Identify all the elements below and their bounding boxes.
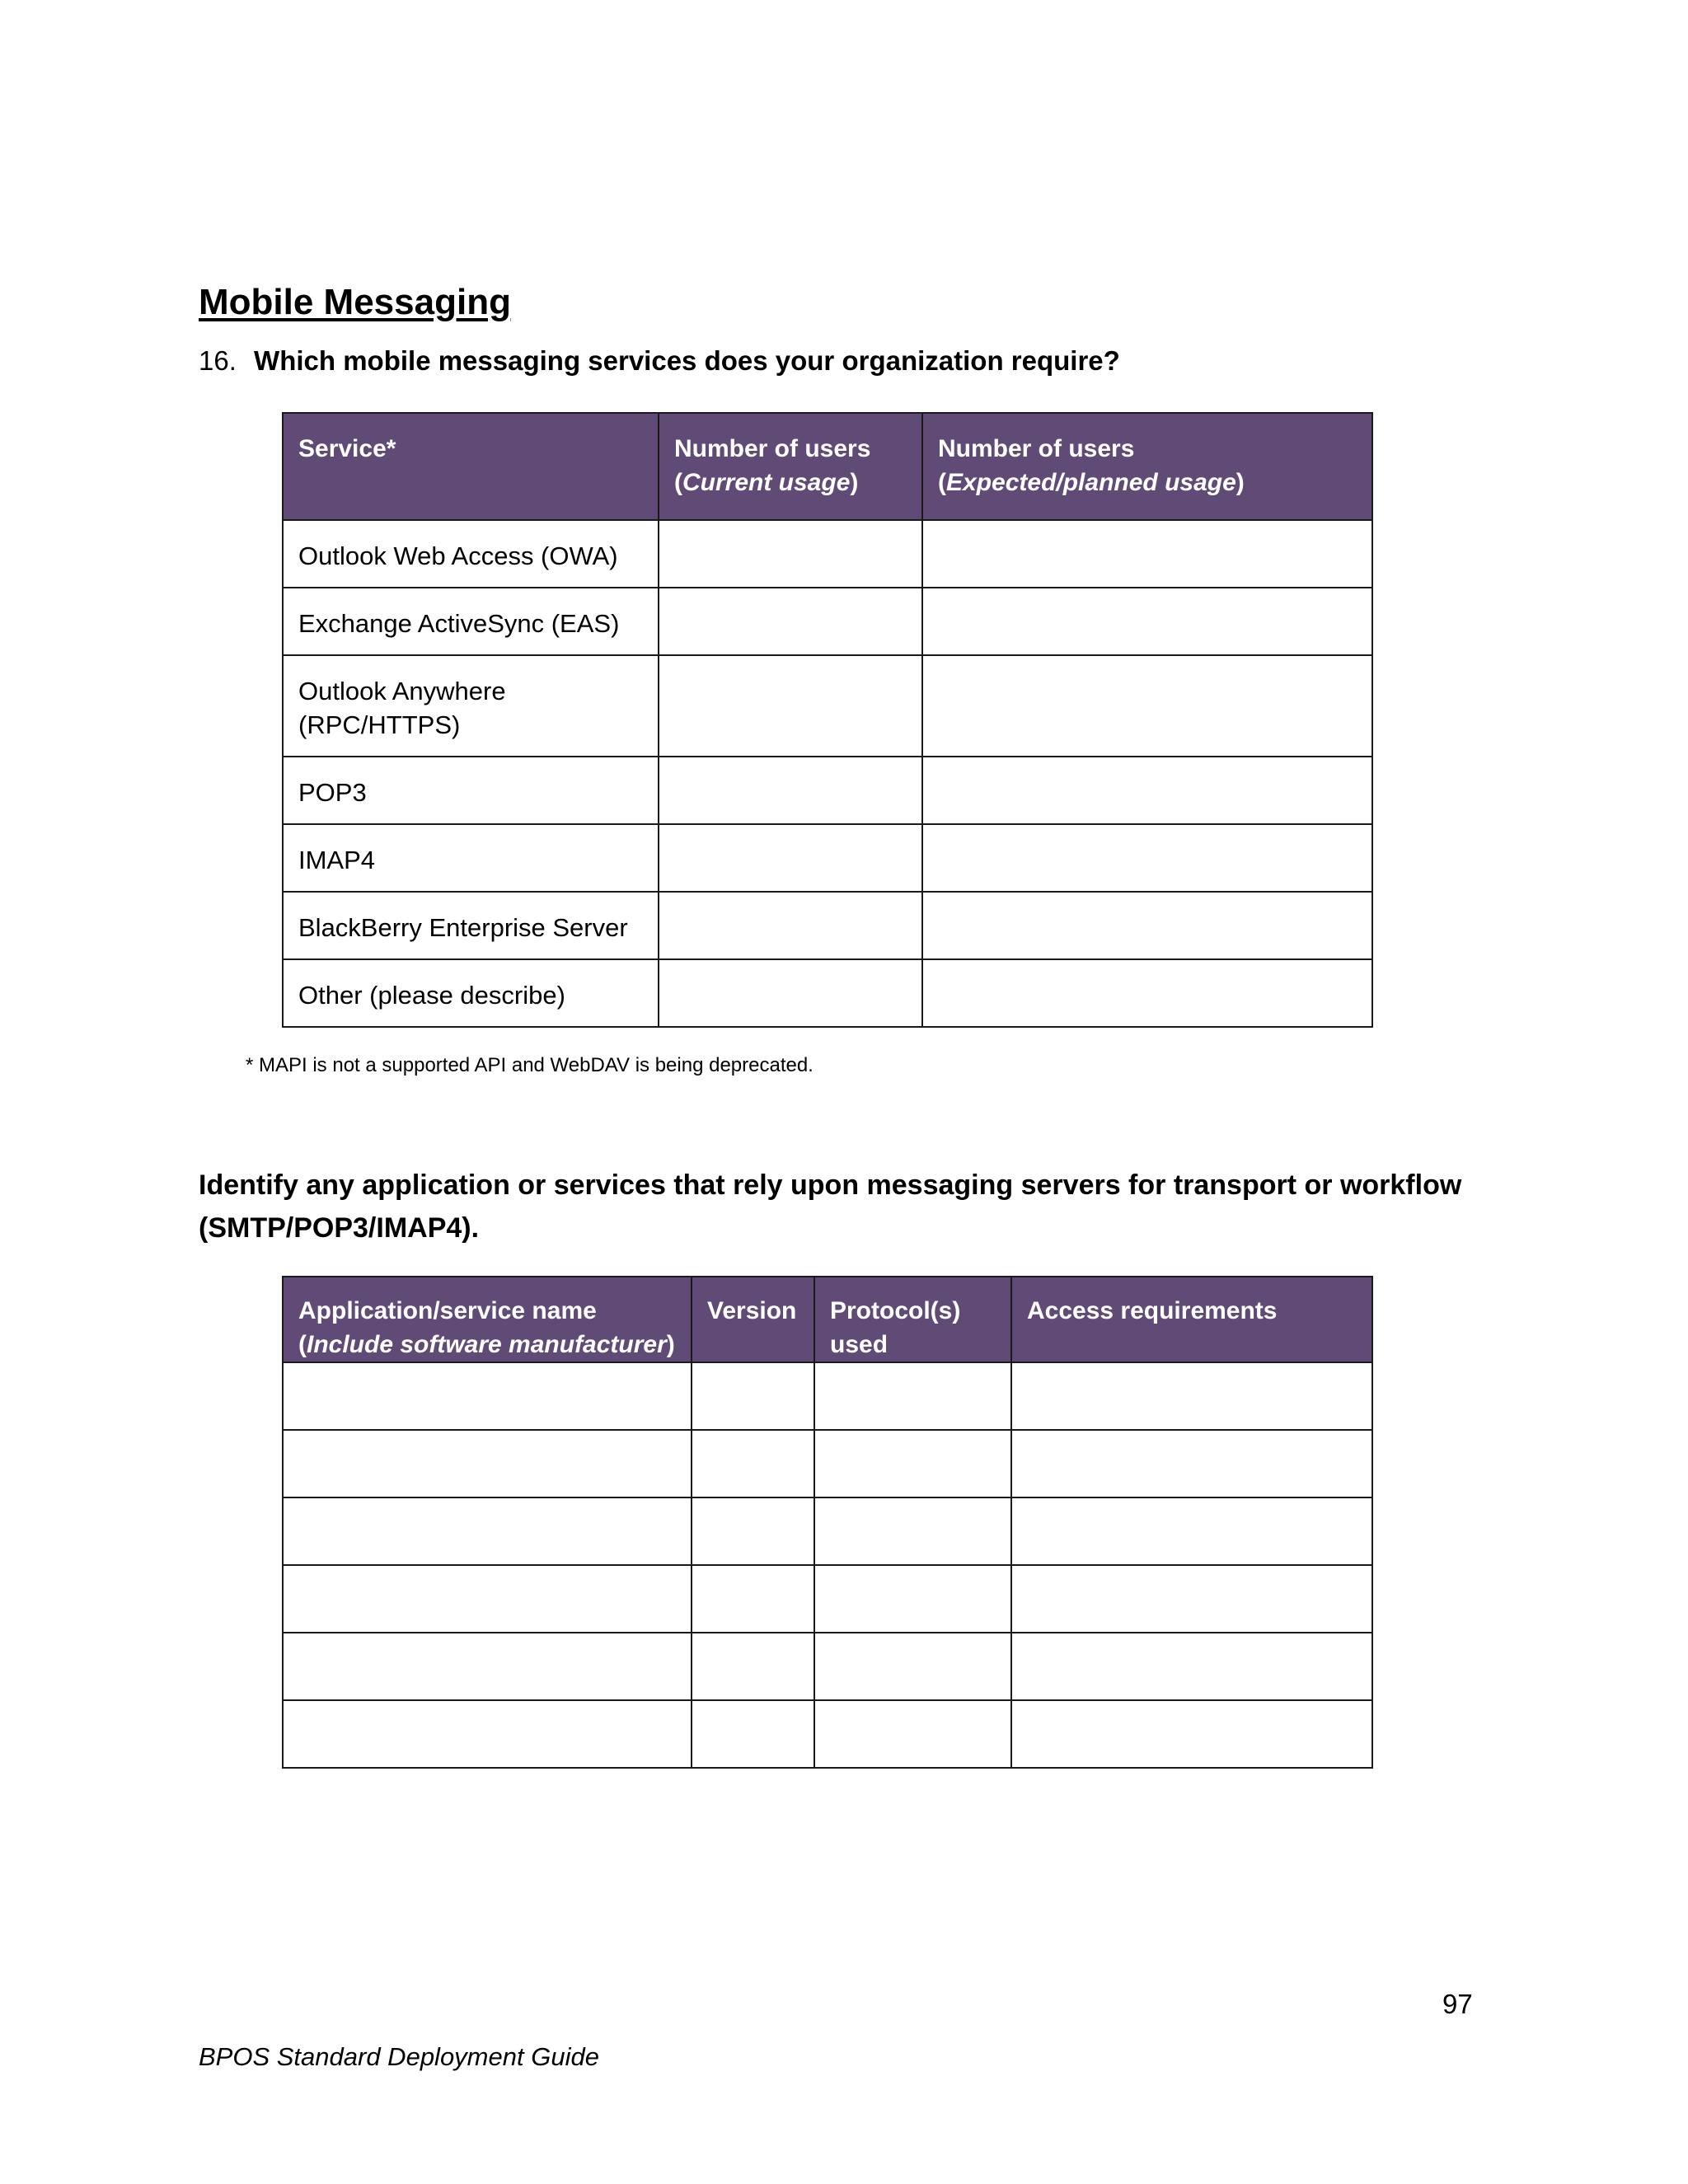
table-row (283, 1497, 1372, 1565)
current-users-cell[interactable] (659, 892, 922, 959)
question-text: Which mobile messaging services does your organization require? (254, 345, 1120, 376)
table-header-row (283, 1277, 1372, 1362)
header-expected-users: Number of users (Expected/planned usage) (922, 413, 1372, 520)
expected-users-cell[interactable] (922, 959, 1372, 1027)
access-cell[interactable] (1011, 1700, 1372, 1768)
section-title: Mobile Messaging (199, 282, 511, 322)
access-cell[interactable] (1011, 1362, 1372, 1430)
access-cell[interactable] (1011, 1430, 1372, 1497)
version-cell[interactable] (692, 1565, 814, 1633)
expected-users-cell[interactable] (922, 520, 1372, 588)
table-row (283, 892, 1372, 959)
table-row (283, 1700, 1372, 1768)
expected-users-cell[interactable] (922, 824, 1372, 892)
table-row (283, 655, 1372, 757)
table-row (283, 1430, 1372, 1497)
application-name-cell[interactable] (283, 1565, 692, 1633)
page-number: 97 (1442, 1989, 1473, 2019)
question-16 (199, 345, 1120, 377)
table-row (283, 824, 1372, 892)
service-cell: Other (please describe) (283, 959, 659, 1027)
current-users-cell[interactable] (659, 655, 922, 757)
protocols-cell[interactable] (814, 1497, 1011, 1565)
expected-users-cell[interactable] (922, 655, 1372, 757)
applications-table (282, 1276, 1373, 1769)
mobile-services-table (282, 412, 1373, 1028)
header-current-users: Number of users (Current usage) (659, 413, 922, 520)
header-version: Version (692, 1277, 814, 1362)
version-cell[interactable] (692, 1497, 814, 1565)
service-cell: Outlook Web Access (OWA) (283, 520, 659, 588)
application-name-cell[interactable] (283, 1362, 692, 1430)
application-name-cell[interactable] (283, 1430, 692, 1497)
applications-prompt: Identify any application or services that rely upon messaging servers for transport or workflow (SMTP/POP3/IMAP4). (199, 1169, 1462, 1244)
service-cell: BlackBerry Enterprise Server (283, 892, 659, 959)
version-cell[interactable] (692, 1633, 814, 1700)
table-footnote: * MAPI is not a supported API and WebDAV is being deprecated. (246, 1054, 814, 1076)
table-row (283, 520, 1372, 588)
service-cell: IMAP4 (283, 824, 659, 892)
table-row (283, 1565, 1372, 1633)
version-cell[interactable] (692, 1430, 814, 1497)
current-users-cell[interactable] (659, 824, 922, 892)
application-name-cell[interactable] (283, 1633, 692, 1700)
header-access-requirements: Access requirements (1011, 1277, 1372, 1362)
expected-users-cell[interactable] (922, 757, 1372, 824)
header-service: Service* (283, 413, 659, 520)
version-cell[interactable] (692, 1362, 814, 1430)
protocols-cell[interactable] (814, 1633, 1011, 1700)
current-users-cell[interactable] (659, 757, 922, 824)
table-row (283, 1362, 1372, 1430)
protocols-cell[interactable] (814, 1430, 1011, 1497)
protocols-cell[interactable] (814, 1700, 1011, 1768)
current-users-cell[interactable] (659, 959, 922, 1027)
table-header-row (283, 413, 1372, 520)
access-cell[interactable] (1011, 1497, 1372, 1565)
table-row (283, 1633, 1372, 1700)
table-row (283, 757, 1372, 824)
table-row (283, 959, 1372, 1027)
application-name-cell[interactable] (283, 1497, 692, 1565)
current-users-cell[interactable] (659, 520, 922, 588)
current-users-cell[interactable] (659, 588, 922, 655)
question-number: 16. (199, 345, 237, 376)
access-cell[interactable] (1011, 1565, 1372, 1633)
header-application-name: Application/service name (Include software manufacturer) (283, 1277, 692, 1362)
service-cell: POP3 (283, 757, 659, 824)
expected-users-cell[interactable] (922, 588, 1372, 655)
service-cell: Outlook Anywhere (RPC/HTTPS) (283, 655, 659, 757)
protocols-cell[interactable] (814, 1565, 1011, 1633)
version-cell[interactable] (692, 1700, 814, 1768)
access-cell[interactable] (1011, 1633, 1372, 1700)
service-cell: Exchange ActiveSync (EAS) (283, 588, 659, 655)
protocols-cell[interactable] (814, 1362, 1011, 1430)
expected-users-cell[interactable] (922, 892, 1372, 959)
page-footer: BPOS Standard Deployment Guide (199, 2042, 599, 2071)
header-protocols: Protocol(s) used (814, 1277, 1011, 1362)
application-name-cell[interactable] (283, 1700, 692, 1768)
table-row (283, 588, 1372, 655)
